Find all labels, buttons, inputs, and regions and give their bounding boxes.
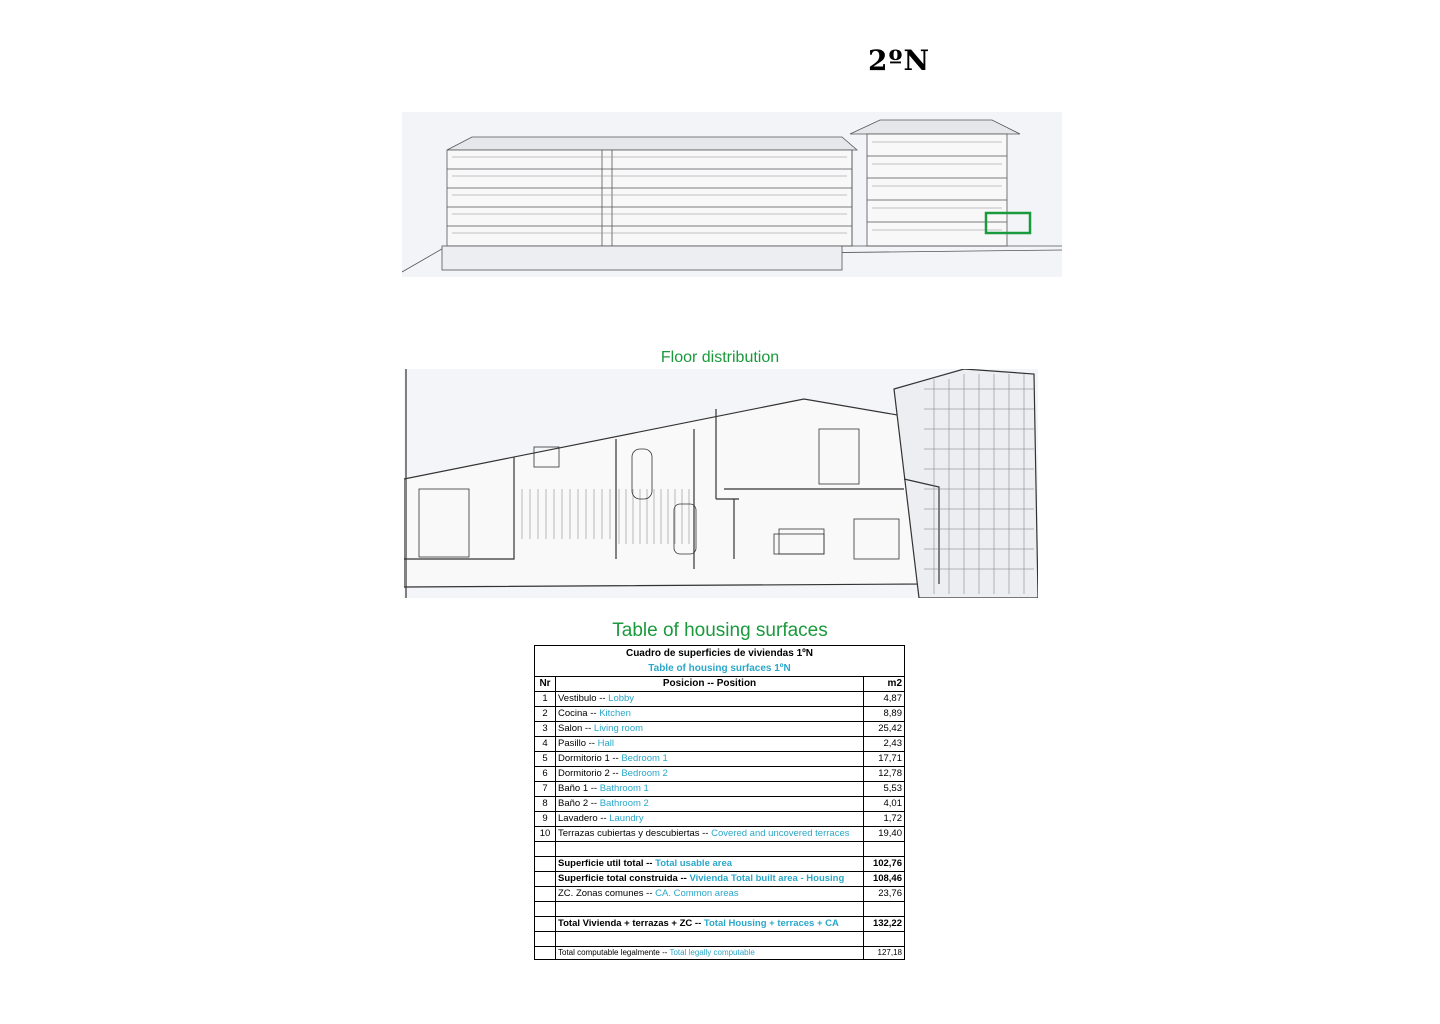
grand-total-label: [556, 917, 864, 932]
housing-surfaces-heading: Table of housing surfaces: [612, 620, 828, 641]
total-label: [556, 872, 864, 887]
row-position: [556, 692, 864, 707]
col-header-nr: Nr: [535, 677, 556, 692]
area-value: 4,87: [883, 693, 902, 704]
position-en: Hall: [597, 738, 614, 749]
position-en: Bedroom 1: [621, 753, 668, 764]
row-number-text: 7: [542, 783, 548, 794]
table-row: [535, 767, 905, 782]
row-position: [556, 782, 864, 797]
housing-surfaces-table: [534, 645, 905, 960]
total-label-en: Vivienda Total built area - Housing: [689, 873, 845, 884]
legal-es: Total computable legalmente --: [558, 948, 668, 957]
row-position: [556, 797, 864, 812]
row-area: [864, 827, 905, 842]
spacer-cell: [556, 902, 864, 917]
row-number: [535, 827, 556, 842]
table-row: [535, 707, 905, 722]
row-number: [535, 812, 556, 827]
position-es: Dormitorio 1 --: [558, 753, 619, 764]
position-es: Pasillo --: [558, 738, 595, 749]
total-row: [535, 887, 905, 902]
row-area: [864, 812, 905, 827]
row-position: [556, 707, 864, 722]
position-en: Living room: [593, 723, 644, 734]
position-en: Kitchen: [599, 708, 631, 719]
total-label: [556, 887, 864, 902]
total-nr: [535, 887, 556, 902]
floor-distribution-title: Floor distribution: [660, 349, 780, 366]
spacer-cell: [864, 932, 905, 947]
total-label-en: CA. Common areas: [655, 888, 739, 899]
row-number: [535, 782, 556, 797]
spacer-cell: [535, 932, 556, 947]
area-value: 4,01: [883, 798, 902, 809]
row-number-text: 2: [542, 708, 548, 719]
spacer-cell: [535, 842, 556, 857]
total-value: [864, 887, 905, 902]
row-number-text: 6: [542, 768, 548, 779]
row-number: [535, 692, 556, 707]
position-en: Bathroom 1: [599, 783, 649, 794]
position-en: Bedroom 2: [621, 768, 668, 779]
position-es: Dormitorio 2 --: [558, 768, 619, 779]
position-es: Cocina --: [558, 708, 597, 719]
total-nr: [535, 872, 556, 887]
row-number-text: 3: [542, 723, 548, 734]
legal-total-row: [535, 947, 905, 960]
position-en: Lobby: [608, 693, 635, 704]
row-number: [535, 797, 556, 812]
row-position: [556, 767, 864, 782]
row-position: [556, 812, 864, 827]
row-number-text: 10: [539, 828, 551, 839]
total-value-text: 108,46: [872, 873, 902, 884]
row-position: [556, 827, 864, 842]
table-row: [535, 752, 905, 767]
legal-nr: [535, 947, 556, 960]
grand-total-value: [864, 917, 905, 932]
table-title-es: Cuadro de superficies de viviendas 1ºN: [535, 646, 905, 662]
table-row: [535, 722, 905, 737]
building-elevation-drawing: [402, 112, 1062, 277]
row-position: [556, 737, 864, 752]
total-row: [535, 872, 905, 887]
total-value-text: 102,76: [872, 858, 902, 869]
spacer-row: [535, 902, 905, 917]
position-en: Covered and uncovered terraces: [711, 828, 850, 839]
position-es: Terrazas cubiertas y descubiertas --: [558, 828, 709, 839]
grand-total-es: Total Vivienda + terrazas + ZC --: [558, 918, 702, 929]
area-value: 5,53: [883, 783, 902, 794]
row-position: [556, 722, 864, 737]
table-row: [535, 812, 905, 827]
position-es: Baño 2 --: [558, 798, 598, 809]
row-area: [864, 752, 905, 767]
col-header-m2: m2: [864, 677, 905, 692]
grand-total-value-text: 132,22: [872, 918, 902, 929]
row-number: [535, 707, 556, 722]
elevation-svg: [402, 112, 1062, 277]
col-header-position: Posicion -- Position: [556, 677, 864, 692]
spacer-row: [535, 932, 905, 947]
position-en: Bathroom 2: [599, 798, 649, 809]
total-label: [556, 857, 864, 872]
legal-label: [556, 947, 864, 960]
position-es: Lavadero --: [558, 813, 607, 824]
row-area: [864, 782, 905, 797]
total-label-en: Total usable area: [655, 858, 733, 869]
row-area: [864, 797, 905, 812]
spacer-row: [535, 842, 905, 857]
total-value-text: 23,76: [878, 888, 902, 899]
spacer-cell: [864, 902, 905, 917]
row-number-text: 5: [542, 753, 548, 764]
area-value: 12,78: [878, 768, 902, 779]
position-es: Salon --: [558, 723, 592, 734]
row-area: [864, 767, 905, 782]
legal-value: [864, 947, 905, 960]
legal-en: Total legally computable: [669, 948, 755, 957]
spacer-cell: [556, 842, 864, 857]
table-row: [535, 782, 905, 797]
total-value: [864, 857, 905, 872]
total-label-es: Superficie util total --: [558, 858, 653, 869]
floorplan-svg: [404, 369, 1038, 598]
row-number-text: 9: [542, 813, 548, 824]
area-value: 8,89: [883, 708, 902, 719]
row-number-text: 8: [542, 798, 548, 809]
row-area: [864, 722, 905, 737]
area-value: 25,42: [878, 723, 902, 734]
total-value: [864, 872, 905, 887]
position-es: Vestibulo --: [558, 693, 606, 704]
table-row: [535, 692, 905, 707]
area-value: 2,43: [883, 738, 902, 749]
grand-total-row: [535, 917, 905, 932]
table-title-en: Table of housing surfaces 1ºN: [535, 661, 905, 677]
row-area: [864, 737, 905, 752]
table-row: [535, 797, 905, 812]
total-label-es: Superficie total construida --: [558, 873, 687, 884]
total-nr: [535, 857, 556, 872]
area-value: 1,72: [883, 813, 902, 824]
spacer-cell: [556, 932, 864, 947]
unit-code-title: 2ºN: [868, 44, 931, 77]
row-area: [864, 692, 905, 707]
spacer-cell: [535, 902, 556, 917]
total-label-es: ZC. Zonas comunes --: [558, 888, 653, 899]
floor-plan-drawing: [404, 369, 1038, 598]
position-es: Baño 1 --: [558, 783, 598, 794]
area-value: 19,40: [878, 828, 902, 839]
row-number: [535, 752, 556, 767]
row-position: [556, 752, 864, 767]
grand-total-nr: [535, 917, 556, 932]
row-area: [864, 707, 905, 722]
row-number-text: 4: [542, 738, 548, 749]
table-row: [535, 737, 905, 752]
legal-value-text: 127,18: [877, 948, 902, 957]
row-number: [535, 722, 556, 737]
area-value: 17,71: [878, 753, 902, 764]
spacer-cell: [864, 842, 905, 857]
row-number: [535, 767, 556, 782]
row-number-text: 1: [542, 693, 548, 704]
grand-total-en: Total Housing + terraces + CA: [703, 918, 839, 929]
table-row: [535, 827, 905, 842]
row-number: [535, 737, 556, 752]
position-en: Laundry: [609, 813, 644, 824]
total-row: [535, 857, 905, 872]
